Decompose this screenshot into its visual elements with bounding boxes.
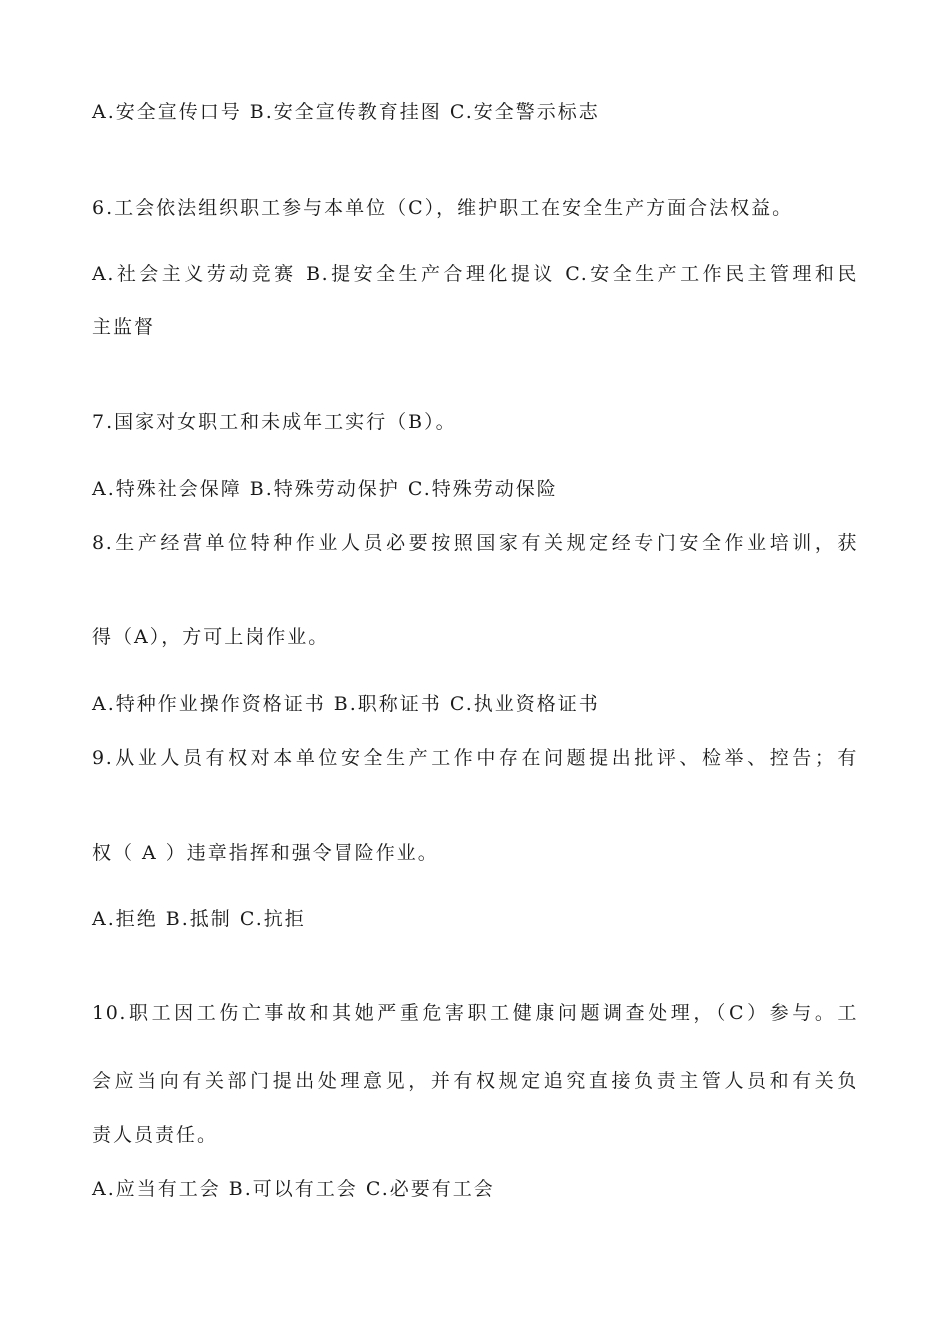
q9-question-line2: 权（ A ）违章指挥和强令冒险作业。: [92, 842, 439, 864]
q10-question-line1: 10.职工因工伤亡事故和其她严重危害职工健康问题调查处理，（C）参与。工: [92, 1002, 858, 1024]
q9-options: A.拒绝 B.抵制 C.抗拒: [92, 908, 306, 930]
q6-options-line1: A.社会主义劳动竞赛 B.提安全生产合理化提议 C.安全生产工作民主管理和民: [92, 263, 858, 285]
q10-options: A.应当有工会 B.可以有工会 C.必要有工会: [92, 1178, 495, 1200]
q8-question-line2: 得（A），方可上岗作业。: [92, 626, 330, 648]
q9-question-line1: 9.从业人员有权对本单位安全生产工作中存在问题提出批评、检举、控告；有: [92, 747, 858, 769]
q6-options-line2: 主监督: [92, 316, 156, 338]
q7-options: A.特殊社会保障 B.特殊劳动保护 C.特殊劳动保险: [92, 478, 558, 500]
q7-question: 7.国家对女职工和未成年工实行（B）。: [92, 411, 457, 433]
q5-options: A.安全宣传口号 B.安全宣传教育挂图 C.安全警示标志: [92, 101, 600, 123]
q6-question: 6.工会依法组织职工参与本单位（C），维护职工在安全生产方面合法权益。: [92, 197, 794, 219]
q8-options: A.特种作业操作资格证书 B.职称证书 C.执业资格证书: [92, 693, 600, 715]
q8-question-line1: 8.生产经营单位特种作业人员必要按照国家有关规定经专门安全作业培训，获: [92, 532, 858, 554]
q10-question-line2: 会应当向有关部门提出处理意见，并有权规定追究直接负责主管人员和有关负: [92, 1070, 858, 1092]
q10-question-line3: 责人员责任。: [92, 1124, 219, 1146]
